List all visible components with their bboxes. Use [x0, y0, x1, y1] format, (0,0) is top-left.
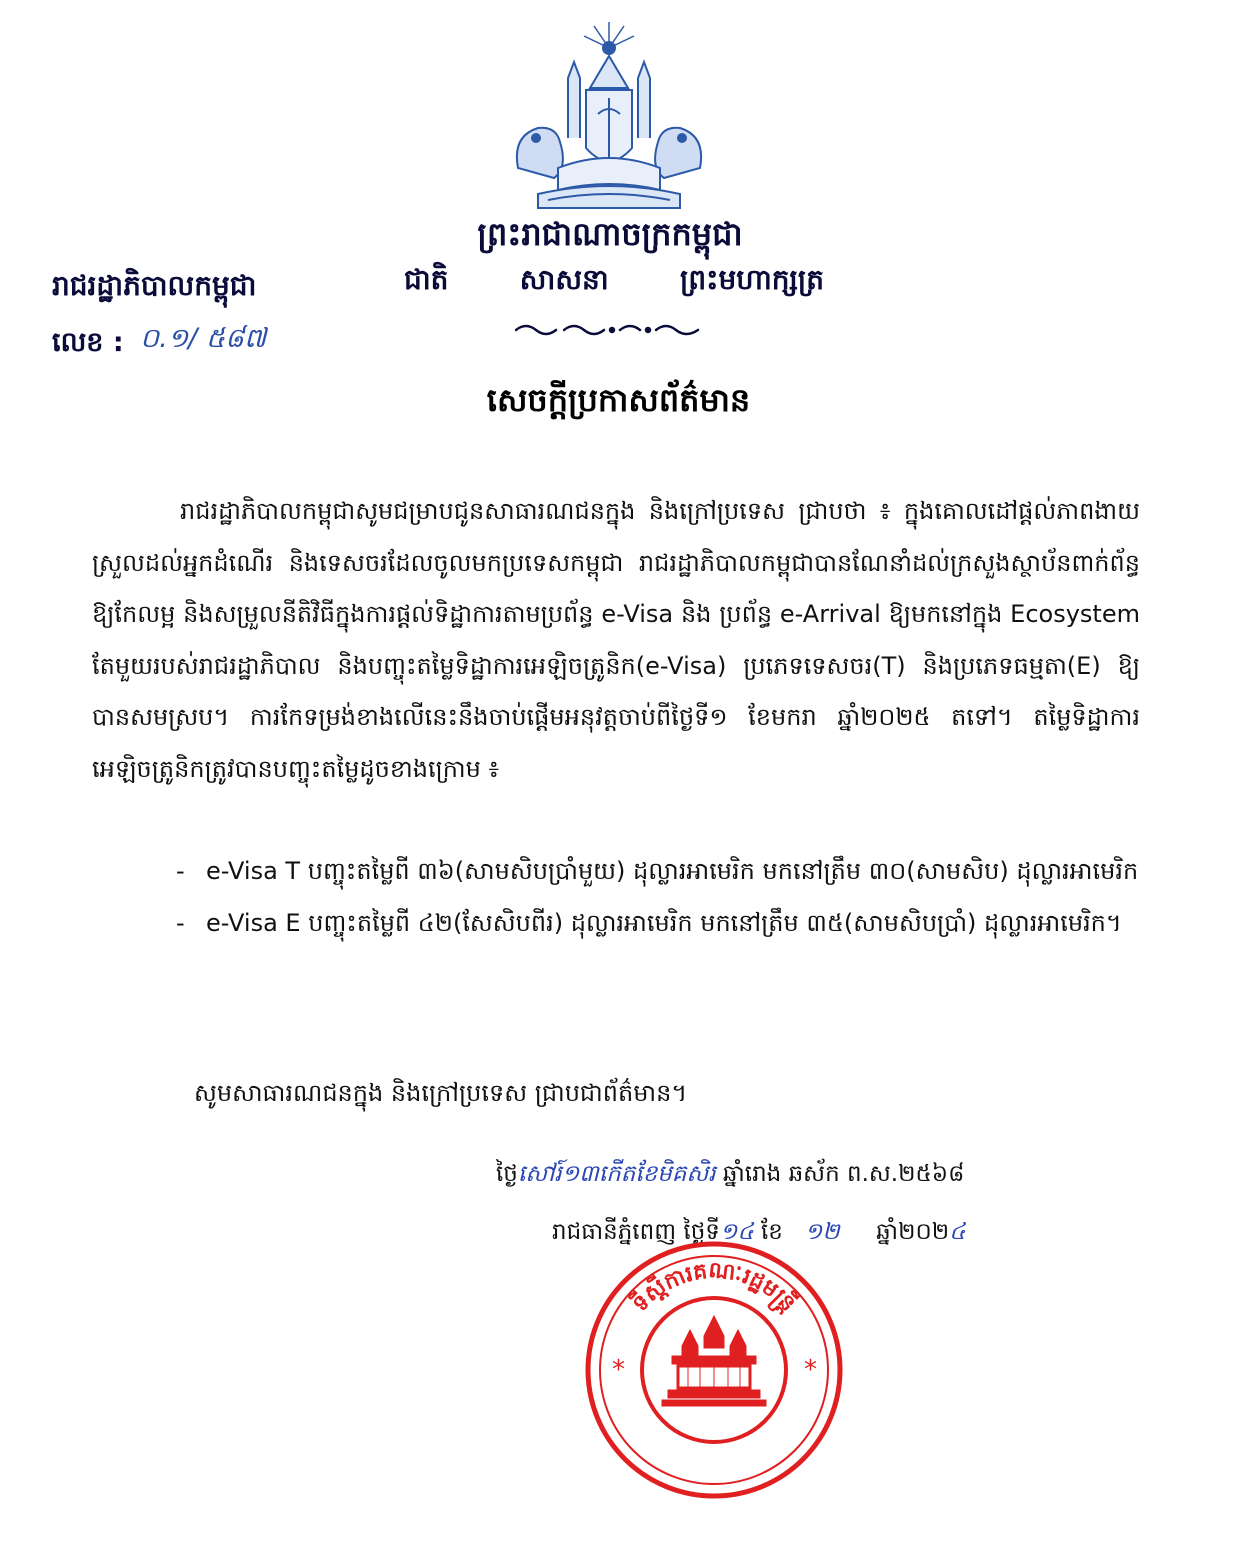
lunar-date-prefix: ថ្ងៃ: [496, 1161, 518, 1187]
price-reduction-list: [176, 846, 1142, 949]
lunar-year-text: ឆ្នាំរោង ឆស័ក ព.ស.២៥៦៨: [722, 1161, 965, 1187]
motto-religion: សាសនា: [519, 263, 609, 296]
kingdom-heading: ព្រះរាជាណាចក្រកម្ពុជា: [477, 215, 743, 253]
bullet-marker: -: [176, 908, 185, 937]
month-label: ខែ: [760, 1219, 783, 1245]
list-item: [176, 898, 1142, 950]
national-motto: [404, 262, 824, 303]
motto-nation: ជាតិ: [404, 263, 449, 296]
announcement-title: សេចក្តីប្រកាសព័ត៌មាន: [486, 381, 751, 419]
government-name: រាជរដ្ឋាភិបាលកម្ពុជា: [52, 269, 257, 302]
official-red-seal-stamp: [582, 1238, 846, 1502]
announcement-body: [92, 486, 1140, 795]
list-item: [176, 846, 1142, 898]
year-label: ឆ្នាំ២០២: [876, 1219, 950, 1245]
lunar-date-line: [496, 1160, 964, 1193]
body-paragraph: រាជរដ្ឋាភិបាលកម្ពុជាសូមជម្រាបជូនសាធារណជនក្នុង និងក្រៅប្រទេស ជ្រាបថា ៖ ក្នុងគោលដៅផ្តល់ភាពងាយស្រួលដល់អ្នកដំណើរ និងទេសចរដែលចូលមកប្រទេសកម្ពុជា រាជរដ្ឋាភិបាលកម្ពុជាបានណែនាំដល់ក្រសួងស្ថាប័នពាក់ព័ន្ធ ឱ្យកែលម្អ និងសម្រួលនីតិវិធីក្នុងការផ្តល់ទិដ្ឋាការតាមប្រព័ន្ធ e-Visa និង ប្រព័ន្ធ e-Arrival ឱ្យមកនៅក្នុង Ecosystem តែមួយរបស់រាជរដ្ឋាភិបាល និងបញ្ចុះតម្លៃទិដ្ឋាការអេឡិចត្រូនិក(e-Visa) ប្រភេទទេសចរ(T) និងប្រភេទធម្មតា(E) ឱ្យបានសមស្រប។ ការកែទម្រង់ខាងលើនេះនឹងចាប់ផ្តើមអនុវត្តចាប់ពីថ្ងៃទី១ ខែមករា ឆ្នាំ២០២៥ តទៅ។ តម្លៃទិដ្ឋាការអេឡិចត្រូនិកត្រូវបានបញ្ចុះតម្លៃដូចខាងក្រោម ៖: [92, 497, 1140, 783]
solar-day-handwritten: ១៤: [719, 1219, 754, 1245]
lunar-date-handwritten: សៅរ៍១៣កើតខែមិគសិរ: [517, 1161, 716, 1187]
motto-king: ព្រះមហាក្សត្រ: [680, 263, 824, 296]
solar-year-digit-handwritten: ៤: [949, 1219, 966, 1245]
bullet-text-evisa-e: e-Visa E បញ្ចុះតម្លៃពី ៤២(សែសិបពីរ) ដុល្លារអាមេរិក មកនៅត្រឹម ៣៥(សាមសិបប្រាំ) ដុល្លារអាមេរិក។: [206, 908, 1122, 937]
decorative-divider-ornament: [508, 316, 708, 342]
solar-date-prefix: រាជធានីភ្នំពេញ ថ្ងៃទី: [552, 1219, 720, 1245]
seal-text: ទីស្តីការគណៈរដ្ឋមន្ត្រី: [627, 1257, 801, 1317]
svg-text:*: *: [612, 1355, 625, 1385]
bullet-marker: -: [176, 857, 185, 885]
closing-sentence: សូមសាធារណជនក្នុង និងក្រៅប្រទេស ជ្រាបជាព័ត៌មាន។: [194, 1079, 688, 1107]
svg-text:ទីស្តីការគណៈរដ្ឋមន្ត្រី: [625, 1258, 802, 1321]
bullet-text-evisa-t: e-Visa T បញ្ចុះតម្លៃពី ៣៦(សាមសិបប្រាំមួយ) ដុល្លារអាមេរិក មកនៅត្រឹម ៣០(សាមសិប) ដុល្លារអាមេរិក: [206, 857, 1139, 885]
svg-text:*: *: [804, 1355, 817, 1385]
reference-number-label: លេខ :: [52, 327, 124, 358]
royal-coat-of-arms-emblem: [498, 18, 720, 216]
solar-month-handwritten: ១២: [804, 1219, 840, 1245]
reference-number-handwritten: ០.១/ ៥៨៧: [140, 323, 267, 354]
